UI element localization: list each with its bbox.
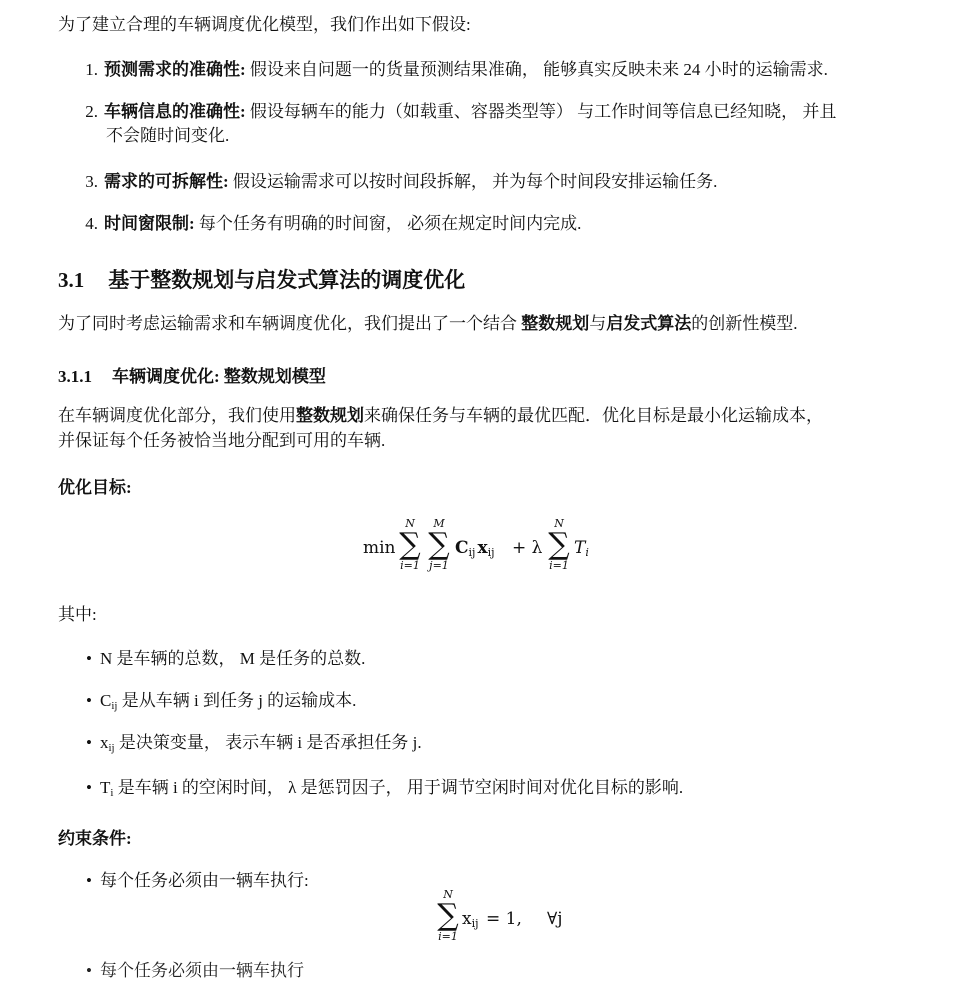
list-number: 1. xyxy=(85,60,98,79)
subsection-intro-line2: 并保证每个任务被恰当地分配到可用的车辆. xyxy=(58,431,386,450)
bullet: • xyxy=(86,733,92,752)
formula-term1 xyxy=(455,536,495,560)
intro-text: 为了建立合理的车辆调度优化模型，我们作出如下假设: xyxy=(58,15,471,34)
sum-lower-limit: i=1 xyxy=(400,559,420,572)
bullet: • xyxy=(86,649,92,668)
section-intro-text: 为了同时考虑运输需求和车辆调度优化，我们提出了一个结合 xyxy=(58,314,522,333)
assumption-text-continued: 不会随时间变化. xyxy=(106,126,230,145)
sum-operator xyxy=(545,518,573,572)
subsection-number: 3.1.1 xyxy=(58,367,92,386)
definition-item xyxy=(86,689,356,713)
assumption-item xyxy=(76,58,828,82)
sigma-symbol: ∑ xyxy=(437,898,459,933)
cut-off-text: 每个任务必须由一辆车执行 xyxy=(100,961,304,980)
assumption-item xyxy=(76,100,836,124)
decision-symbol: x xyxy=(477,538,488,558)
decision-symbol: x xyxy=(462,909,472,929)
bullet: • xyxy=(86,778,92,797)
definition-symbol: C xyxy=(100,691,112,710)
assumption-title: 车辆信息的准确性: xyxy=(104,102,246,121)
constraint-text: 每个任务必须由一辆车执行: xyxy=(100,871,309,890)
emphasis-heuristic: 启发式算法 xyxy=(606,314,692,333)
section-number: 3.1 xyxy=(58,268,85,292)
cost-subscript: ij xyxy=(468,546,476,559)
sigma-symbol: ∑ xyxy=(428,527,450,562)
decision-subscript: ij xyxy=(471,917,479,930)
sigma-symbol: ∑ xyxy=(548,527,570,562)
bullet: • xyxy=(86,871,92,890)
sum-lower-limit: i=1 xyxy=(549,559,569,572)
where-label: 其中: xyxy=(58,605,97,624)
bullet: • xyxy=(86,691,92,710)
cut-off-line xyxy=(86,959,304,983)
list-number: 2. xyxy=(85,102,98,121)
assumption-text: 假设运输需求可以按时间段拆解， 并为每个时间段安排运输任务. xyxy=(228,172,718,191)
assumption-title: 预测需求的准确性: xyxy=(104,60,246,79)
definition-subscript: ij xyxy=(111,700,118,712)
definition-item xyxy=(86,776,683,800)
definition-text: 是从车辆 i 到任务 j 的运输成本. xyxy=(117,691,357,710)
assumption-title: 需求的可拆解性: xyxy=(104,172,229,191)
definition-text: 是决策变量， 表示车辆 i 是否承担任务 j. xyxy=(114,733,422,752)
sum-operator xyxy=(396,518,424,572)
sum-upper-limit: N xyxy=(443,888,453,901)
decision-subscript: ij xyxy=(487,546,495,559)
section-intro-text: 与 xyxy=(589,314,607,333)
section-intro xyxy=(58,312,798,336)
section-intro-text: 的创新性模型. xyxy=(691,314,798,333)
constraint-equals: = 1, xyxy=(486,909,522,929)
formula-term2 xyxy=(574,536,589,560)
list-number: 4. xyxy=(85,214,98,233)
objective-label: 优化目标: xyxy=(58,478,132,497)
sum-upper-limit: N xyxy=(405,517,415,530)
section-heading xyxy=(58,268,465,292)
subsection-intro-text: 在车辆调度优化部分，我们使用 xyxy=(58,406,296,425)
constraint-term xyxy=(462,907,479,931)
assumption-title: 时间窗限制: xyxy=(104,214,195,233)
sum-operator xyxy=(425,518,453,572)
definition-text: 是车辆的总数， M 是任务的总数. xyxy=(112,649,366,668)
constraints-label: 约束条件: xyxy=(58,829,132,848)
cost-symbol: C xyxy=(455,538,469,558)
sum-lower-limit: j=1 xyxy=(429,559,449,572)
idle-time-subscript: i xyxy=(585,546,589,559)
emphasis-integer-programming: 整数规划 xyxy=(296,406,364,425)
formula-min: min xyxy=(363,538,396,558)
definition-text: 是车辆 i 的空闲时间， λ 是惩罚因子， 用于调节空闲时间对优化目标的影响. xyxy=(113,778,684,797)
constraint-forall: ∀j xyxy=(547,909,563,929)
assumption-text: 假设每辆车的能力（如载重、容器类型等） 与工作时间等信息已经知晓， 并且 xyxy=(245,102,837,121)
subsection-heading xyxy=(58,365,326,389)
definition-symbol: T xyxy=(100,778,111,797)
list-number: 3. xyxy=(85,172,98,191)
sum-upper-limit: N xyxy=(554,517,564,530)
definition-item xyxy=(86,731,422,755)
idle-time-symbol: T xyxy=(574,538,586,558)
section-title: 基于整数规划与启发式算法的调度优化 xyxy=(108,268,466,292)
sigma-symbol: ∑ xyxy=(399,527,421,562)
subsection-intro-text: 来确保任务与车辆的最优匹配．优化目标是最小化运输成本， xyxy=(364,406,823,425)
definition-symbol: N xyxy=(100,649,113,668)
bullet: • xyxy=(86,961,92,980)
subsection-title: 车辆调度优化: 整数规划模型 xyxy=(112,367,326,386)
assumption-text: 假设来自问题一的货量预测结果准确， 能够真实反映未来 24 小时的运输需求. xyxy=(245,60,828,79)
definition-item xyxy=(86,647,365,671)
assumption-item xyxy=(76,212,581,236)
subsection-intro xyxy=(58,404,823,428)
assumption-item xyxy=(76,170,717,194)
definition-symbol: x xyxy=(100,733,109,752)
emphasis-integer-programming: 整数规划 xyxy=(521,314,590,333)
sum-lower-limit: i=1 xyxy=(438,930,458,943)
sum-upper-limit: M xyxy=(433,517,445,530)
assumption-text: 每个任务有明确的时间窗， 必须在规定时间内完成. xyxy=(194,214,582,233)
formula-plus-lambda: + λ xyxy=(512,538,543,558)
definition-subscript: i xyxy=(110,787,114,799)
definition-subscript: ij xyxy=(108,742,115,754)
constraint-item xyxy=(86,869,309,893)
sum-operator xyxy=(434,889,462,943)
